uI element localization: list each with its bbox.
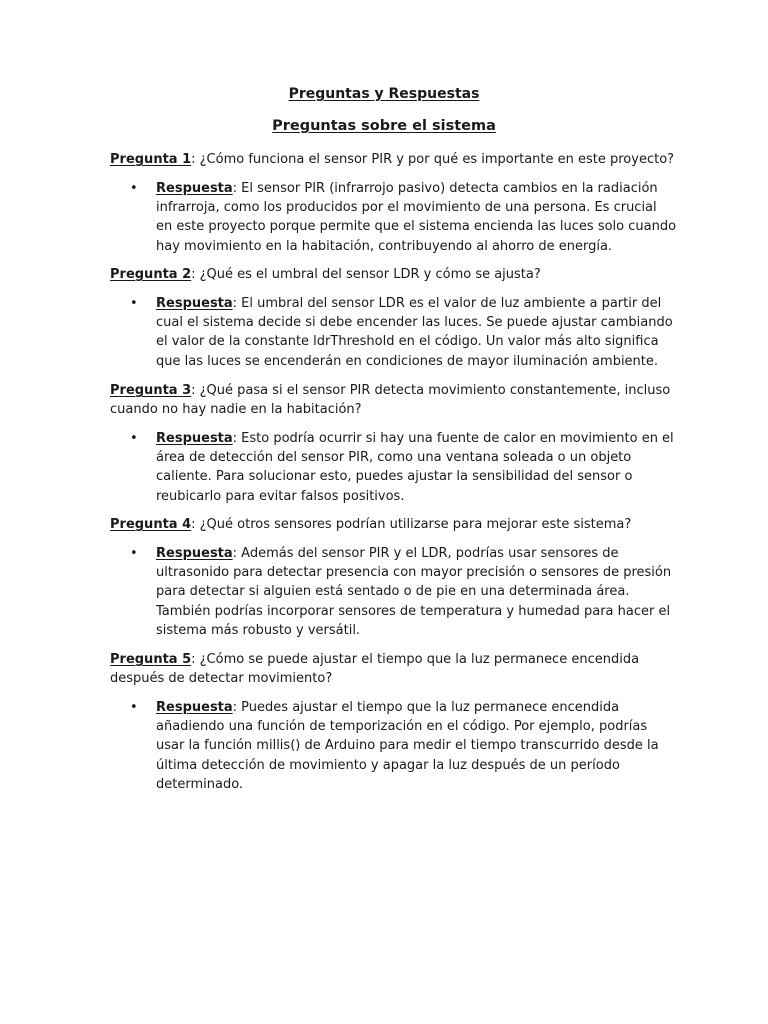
bullet-icon: • <box>130 700 138 715</box>
answer-label: Respuesta <box>156 296 233 311</box>
answer-line: infrarroja, como los producidos por el movimiento de una persona. Es crucial <box>156 200 657 216</box>
question-line <box>110 650 670 669</box>
question-text: : ¿Cómo se puede ajustar el tiempo que la luz permanece encendida <box>191 652 640 667</box>
question-1 <box>110 150 675 169</box>
answer-4 <box>110 544 670 640</box>
answer-line <box>156 698 670 717</box>
answer-line: ultrasonido para detectar presencia con mayor precisión o sensores de presión <box>156 565 672 581</box>
answer-line <box>156 179 670 198</box>
question-label: Pregunta 5 <box>110 652 192 667</box>
question-2 <box>110 265 670 284</box>
answer-line: usar la función millis() de Arduino para medir el tiempo transcurrido desde la <box>156 738 659 754</box>
question-4 <box>110 515 670 534</box>
answer-text: : Además del sensor PIR y el LDR, podrías usar sensores de <box>232 546 619 561</box>
question-label: Pregunta 4 <box>110 517 192 532</box>
section-heading: Preguntas sobre el sistema <box>272 118 496 134</box>
answer-label: Respuesta <box>156 181 233 196</box>
answer-3 <box>110 429 674 506</box>
answer-text: : El sensor PIR (infrarrojo pasivo) detecta cambios en la radiación <box>232 181 658 196</box>
question-label: Pregunta 2 <box>110 267 192 282</box>
bullet-icon: • <box>130 296 138 311</box>
answer-label: Respuesta <box>156 431 233 446</box>
answer-line <box>156 294 670 313</box>
question-line <box>110 381 670 400</box>
answer-line: en este proyecto porque permite que el sistema encienda las luces solo cuando <box>156 219 677 235</box>
answer-line: que las luces se encenderán en condiciones de mayor iluminación ambiente. <box>156 353 659 369</box>
answer-line <box>156 429 674 448</box>
answer-line: hay movimiento en la habitación, contribuyendo al ahorro de energía. <box>156 238 613 254</box>
question-label: Pregunta 3 <box>110 383 192 398</box>
question-text: : ¿Cómo funciona el sensor PIR y por qué es importante en este proyecto? <box>191 152 675 167</box>
question-text: : ¿Qué otros sensores podrían utilizarse para mejorar este sistema? <box>191 517 632 532</box>
answer-2 <box>110 294 673 371</box>
answer-label: Respuesta <box>156 700 233 715</box>
question-text: : ¿Qué es el umbral del sensor LDR y cómo se ajusta? <box>191 267 541 282</box>
question-line: cuando no hay nadie en la habitación? <box>110 402 362 417</box>
answer-line: caliente. Para solucionar esto, puedes ajustar la sensibilidad del sensor o <box>156 469 633 485</box>
answer-line: última detección de movimiento y apagar la luz después de un período <box>156 757 620 773</box>
answer-line: sistema más robusto y versátil. <box>156 622 361 638</box>
question-label: Pregunta 1 <box>110 152 192 167</box>
answer-line: También podrías incorporar sensores de temperatura y humedad para hacer el <box>156 603 671 619</box>
answer-text: : El umbral del sensor LDR es el valor de luz ambiente a partir del <box>232 296 662 311</box>
answer-line <box>156 544 670 563</box>
answer-line: determinado. <box>156 776 244 792</box>
answer-text: : Esto podría ocurrir si hay una fuente de calor en movimiento en el <box>232 431 674 446</box>
answer-5 <box>110 698 670 794</box>
question-line <box>110 515 670 534</box>
question-line <box>110 265 670 284</box>
answer-line: para detectar si alguien está sentado o de pie en una determinada área. <box>156 584 630 600</box>
answer-label: Respuesta <box>156 546 233 561</box>
answer-1 <box>110 179 677 256</box>
bullet-icon: • <box>130 546 138 561</box>
document-title: Preguntas y Respuestas <box>288 86 480 102</box>
question-text: : ¿Qué pasa si el sensor PIR detecta movimiento constantemente, incluso <box>191 383 671 398</box>
question-line <box>110 150 675 169</box>
answer-line: el valor de la constante ldrThreshold en el código. Un valor más alto significa <box>156 334 659 350</box>
question-3 <box>110 381 670 419</box>
answer-line: reubicarlo para evitar falsos positivos. <box>156 488 405 504</box>
answer-line: área de detección del sensor PIR, como una ventana soleada o un objeto <box>156 450 632 466</box>
answer-line: cual el sistema decide si debe encender las luces. Se puede ajustar cambiando <box>156 315 673 331</box>
question-line: después de detectar movimiento? <box>110 671 333 686</box>
answer-line: añadiendo una función de temporización en el código. Por ejemplo, podrías <box>156 719 648 735</box>
question-5 <box>110 650 670 688</box>
bullet-icon: • <box>130 181 138 196</box>
bullet-icon: • <box>130 431 138 446</box>
answer-text: : Puedes ajustar el tiempo que la luz permanece encendida <box>232 700 620 715</box>
